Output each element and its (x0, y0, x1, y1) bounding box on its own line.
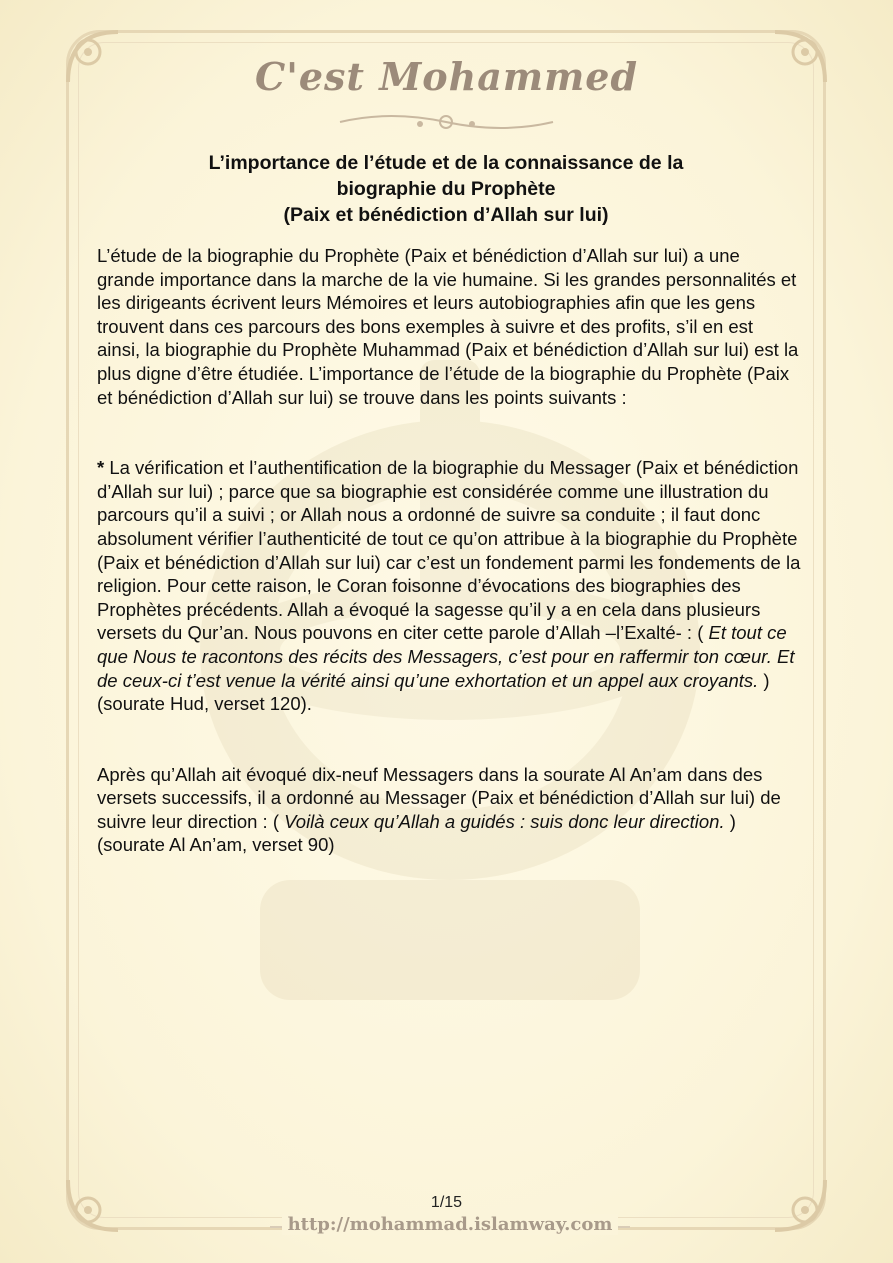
site-logo-header (180, 48, 713, 138)
paragraph-messengers (97, 763, 801, 857)
footer-url-link[interactable] (280, 1214, 620, 1242)
title-line-1: L’importance de l’étude et de la connaissance de la (208, 152, 684, 174)
page-title (110, 150, 782, 228)
paragraph-intro: L’étude de la biographie du Prophète (Paix et bénédiction d’Allah sur lui) a une grande importance dans la marche de la vie humaine. Si les grandes personnalités et les dirigeants écrivent leurs Mémoires et leurs autobiographies afin que les gens trouvent dans ces parcours des bons exemples à suivre et des profits, s’il en est ainsi, la biographie du Prophète Muhammad (Paix et bénédiction d’Allah sur lui) est la plus digne d’être étudiée. L’importance de l’étude de la biographie du Prophète (Paix et bénédiction d’Allah sur lui) se trouve dans les points suivants : (97, 245, 799, 408)
logo-text: C'est Mohammed (254, 54, 639, 99)
title-line-2: biographie du Prophète (336, 178, 556, 200)
footer-url-text[interactable]: http://mohammad.islamway.com (282, 1214, 619, 1235)
quran-quote-anam: Voilà ceux qu’Allah a guidés : suis donc leur direction. (284, 810, 725, 832)
quran-quote-hud: Et tout ce que Nous te racontons des récits des Messagers, c’est pour en raffermir ton cœur. Et de ceux-ci t’est venue la vérité ainsi qu’une exhortation et un appel aux croyants. (97, 622, 795, 691)
paragraph-messengers-reference: ) (sourate Al An’am, verset 90) (97, 810, 736, 856)
page-number: 1/15 (430, 1194, 463, 1211)
corner-ornament-top-left (58, 22, 128, 92)
paragraph-messengers-text: Après qu’Allah ait évoqué dix-neuf Messagers dans la sourate Al An’am dans des versets successifs, il a ordonné au Messager (Paix et bénédiction d’Allah sur lui) de suivre leur direction : ( (97, 763, 781, 832)
paragraph-spacer (97, 409, 801, 456)
paragraph-verification (97, 456, 801, 716)
paragraph-verification-text: La vérification et l’authentification de la biographie du Messager (Paix et bénédiction d’Allah sur lui) ; parce que sa biographie est considérée comme une illustration du parcours qu’il a suivi ; or Allah nous a ordonné de suivre sa conduite ; il faut donc absolument vérifier l’authenticité de tout ce qu’on attribue à la biographie du Prophète (Paix et bénédiction d’Allah sur lui) car c’est un fondement parmi les fondements de la religion. Pour cette raison, le Coran foisonne d’évocations des biographies des Prophètes précédents. Allah a évoqué la sagesse qu’il y a en cela dans plusieurs versets du Qur’an. Nous pouvons en citer cette parole d’Allah –l’Exalté- : ( (97, 457, 801, 644)
paragraph-spacer (97, 716, 801, 763)
paragraph-verification-reference: ) (sourate Hud, verset 120). (97, 669, 770, 715)
article-body (97, 244, 801, 857)
corner-ornament-top-right (765, 22, 835, 92)
bullet-star: * (97, 457, 105, 479)
flourish-ornament (330, 108, 563, 136)
title-line-3: (Paix et bénédiction d’Allah sur lui) (283, 204, 609, 226)
